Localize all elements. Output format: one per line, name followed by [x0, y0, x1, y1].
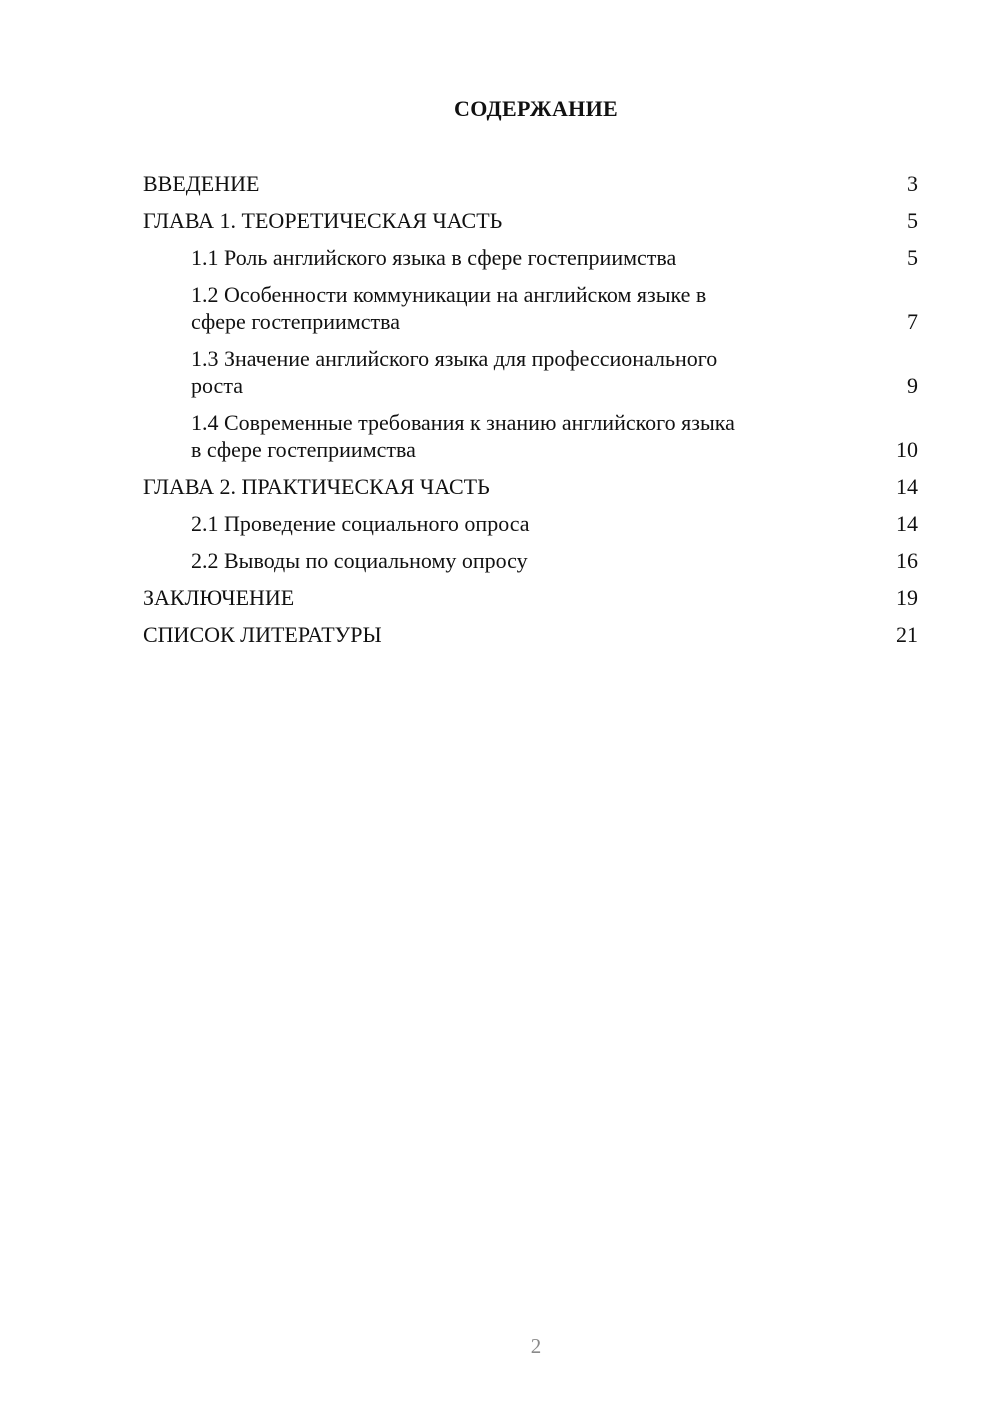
toc-entry-page: 21: [896, 622, 918, 647]
toc-entry-section-1-1[interactable]: [143, 244, 918, 271]
toc-entry-page: 3: [907, 171, 918, 196]
toc-entry-page: 5: [907, 245, 918, 270]
table-of-contents: [143, 170, 918, 658]
toc-entry-page: 10: [896, 437, 918, 462]
toc-entry-page: 7: [907, 309, 918, 334]
toc-entry-title: 2.2 Выводы по социальному опросу: [191, 548, 528, 573]
toc-entry-page: 9: [907, 373, 918, 398]
toc-entry-title: 1.4 Современные требования к знанию английского языка в сфере гостеприимства: [191, 410, 735, 462]
toc-entry-references[interactable]: [143, 621, 918, 648]
toc-entry-chapter-1[interactable]: [143, 207, 918, 234]
toc-entry-page: 14: [896, 474, 918, 499]
toc-entry-page: 14: [896, 511, 918, 536]
toc-entry-introduction[interactable]: [143, 170, 918, 197]
toc-entry-section-2-2[interactable]: [143, 547, 918, 574]
toc-entry-title: ЗАКЛЮЧЕНИЕ: [143, 585, 295, 610]
toc-entry-title: СПИСОК ЛИТЕРАТУРЫ: [143, 622, 382, 647]
toc-entry-section-2-1[interactable]: [143, 510, 918, 537]
toc-heading: СОДЕРЖАНИЕ: [454, 96, 618, 121]
toc-entry-conclusion[interactable]: [143, 584, 918, 611]
toc-entry-section-1-3[interactable]: [143, 345, 918, 399]
toc-entry-title: 1.2 Особенности коммуникации на английском языке в сфере гостеприимства: [191, 282, 707, 334]
toc-entry-page: 16: [896, 548, 918, 573]
toc-entry-title: ГЛАВА 1. ТЕОРЕТИЧЕСКАЯ ЧАСТЬ: [143, 208, 503, 233]
toc-entry-section-1-2[interactable]: [143, 281, 918, 335]
toc-entry-title: 1.3 Значение английского языка для профессионального роста: [191, 346, 718, 398]
toc-entry-section-1-4[interactable]: [143, 409, 918, 463]
toc-entry-chapter-2[interactable]: [143, 473, 918, 500]
page-number: 2: [530, 1334, 542, 1358]
toc-entry-title: ГЛАВА 2. ПРАКТИЧЕСКАЯ ЧАСТЬ: [143, 474, 490, 499]
toc-entry-title: 1.1 Роль английского языка в сфере гостеприимства: [191, 245, 677, 270]
toc-entry-page: 5: [907, 208, 918, 233]
toc-entry-page: 19: [896, 585, 918, 610]
toc-entry-title: 2.1 Проведение социального опроса: [191, 511, 530, 536]
toc-entry-title: ВВЕДЕНИЕ: [143, 171, 260, 196]
